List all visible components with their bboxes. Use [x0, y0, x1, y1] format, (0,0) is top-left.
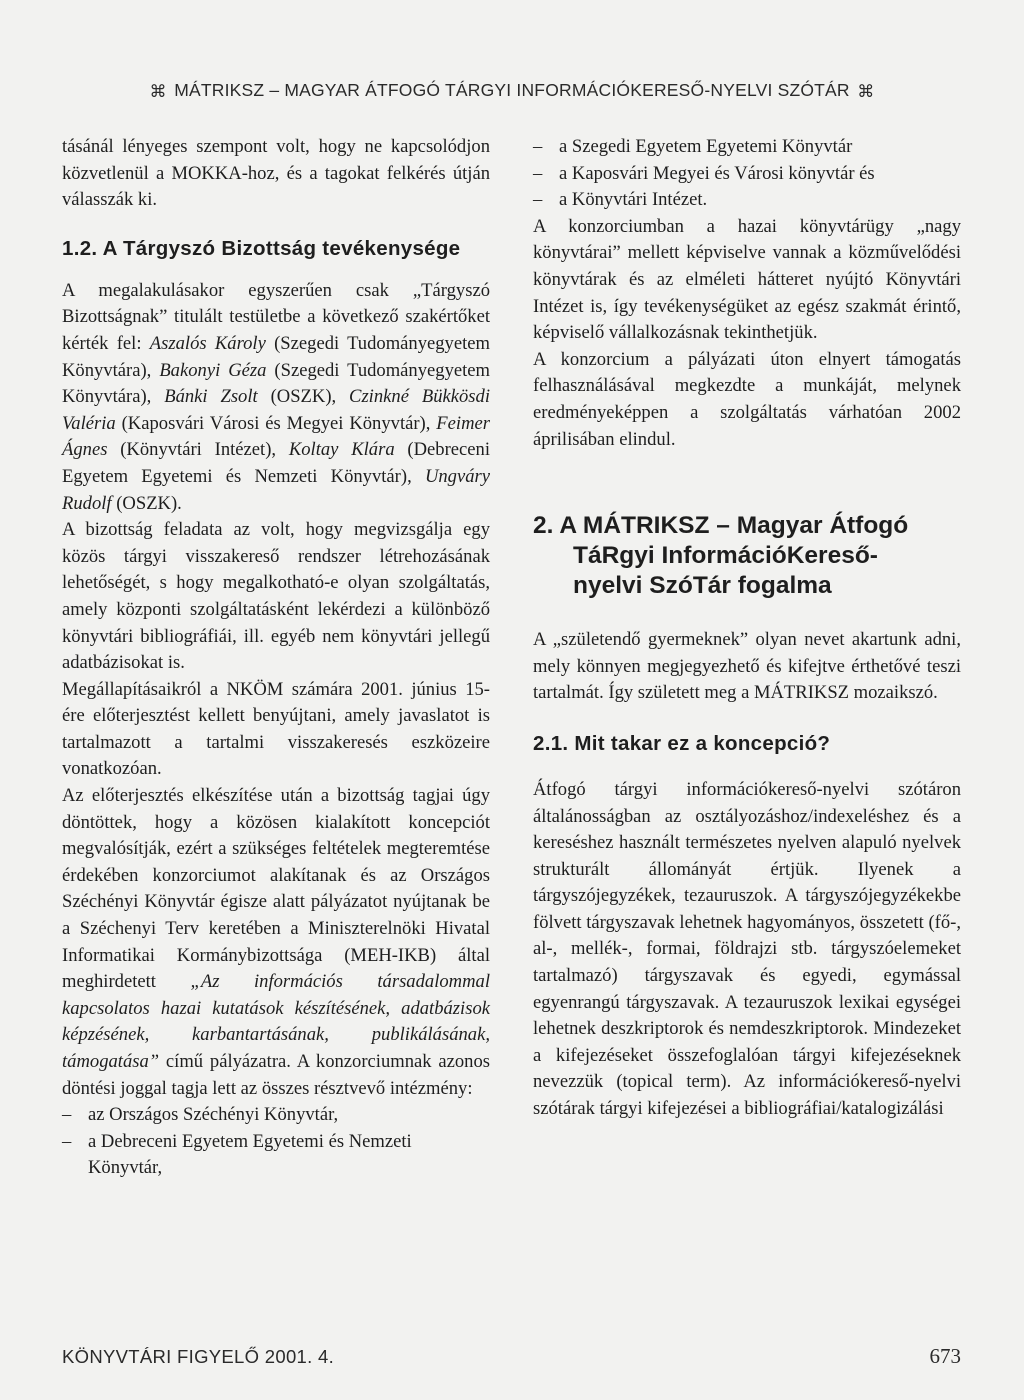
section-heading-1-2: 1.2. A Tárgyszó Bizottság tevékenysége	[62, 236, 461, 260]
ornament-icon: ⌘	[149, 82, 167, 101]
paragraph: tásánál lényeges szempont volt, hogy ne kapcsolódjon közvetlenül a MOKKA-hoz, és a tagokat felkérés útján válasszák ki.	[62, 136, 490, 211]
page-number: 673	[929, 1344, 961, 1368]
paragraph-committee-members: A megalakulásakor egyszerűen csak „Tárgyszó Bizottságnak” titulált testületbe a következő szakértőket kérték fel: Aszalós Károly (Szegedi Tudományegyetem Könyvtára), Bakonyi Géza (Szegedi Tudományegyetem Könyvtára), Bánki Zsolt (OSZK), Czinkné Bükkösdi Valéria (Kaposvári Városi és Megyei Könyvtár), Feimer Ágnes (Könyvtári Intézet), Koltay Klára (Debreceni Egyetem Egyetemi és Nemzeti Könyvtár), Ungváry Rudolf (OSZK).	[62, 279, 490, 514]
section-heading-2: 2. A MÁTRIKSZ – Magyar Átfogó TáRgyi InformációKereső- nyelvi SzóTár fogalma	[533, 512, 909, 600]
left-column	[62, 134, 490, 1182]
paragraph: Átfogó tárgyi információkereső-nyelvi szótáron általánosságban az osztályozáshoz/indexeléshez és a kereséshez használt természetes nyelven alapuló nyelvek strukturált állományát értjük. Ilyenek a tárgyszójegyzékek, tezauruszok. A tárgyszójegyzékekbe fölvett tárgyszavak lehetnek hagyományos, összetett (fő-, al-, mellék-, formai, földrajzi stb. tárgyszóelemeket tartalmazó) tárgyszavak és egyedi, egymással egyenrangú tárgyszavak. A tezauruszok lexikai egységei lehetnek deszkriptorok és nemdeszkriptorok. Mindezeket a kifejezéseket összefoglalóan tárgyi kifejezéseknek nevezzük (topical term). Az információkereső-nyelvi szótárak tárgyi kifejezései a bibliográfiai/katalogizálási	[533, 778, 961, 1120]
ornament-icon: ⌘	[857, 82, 875, 101]
paragraph: Megállapításaikról a NKÖM számára 2001. június 15-ére előterjesztést kellett benyújtani, amely javaslatot is tartalmazott a tartalmi visszakeresés eszközeire vonatkozóan.	[62, 678, 490, 780]
section-heading-2-1: 2.1. Mit takar ez a koncepció?	[533, 731, 831, 755]
paragraph: A konzorcium a pályázati úton elnyert támogatás felhasználásával megkezdte a munkáját, melynek eredményeképpen a szolgáltatás várhatóan 2002 áprilisában elindul.	[533, 348, 961, 450]
paragraph-consortium: Az előterjesztés elkészítése után a bizottság tagjai úgy döntöttek, hogy a közösen kialakított koncepciót megvalósítják, ezért a szükséges feltételek megteremtése érdekében konzorciumot alakítanak és az Országos Széchényi Könyvtár égisze alatt pályázatot nyújtanak be a Széchenyi Terv keretében a Miniszterelnöki Hivatal Informatikai Kormánybizottsága (MEH-IKB) által meghirdetett „Az információs társadalommal kapcsolatos hazai kutatások készítésének, adatbázisok képzésének, karbantartásának, publikálásának, támogatása” című pályázatra. A konzorciumnak azonos döntési joggal tagja lett az összes résztvevő intézmény:	[62, 785, 490, 1099]
journal-footer: KÖNYVTÁRI FIGYELŐ 2001. 4.	[62, 1346, 335, 1367]
list-item: – a Debreceni Egyetem Egyetemi és Nemzeti Könyvtár,	[62, 1130, 412, 1179]
list-item: – a Kaposvári Megyei és Városi könyvtár és	[533, 162, 875, 184]
right-column	[533, 134, 961, 1123]
paragraph: A bizottság feladata az volt, hogy megvizsgálja egy közös tárgyi visszakereső rendszer létrehozásának lehetőségét, s hogy megalkotható-e olyan szolgáltatás, amely központi szolgáltatásként lekérdezi a különböző könyvtári bibliográfiái, ill. egyéb nem könyvtári jellegű adatbázisokat is.	[62, 519, 490, 674]
running-header	[60, 80, 964, 102]
list-item: – a Könyvtári Intézet.	[533, 189, 708, 211]
paragraph: A konzorciumban a hazai könyvtárügy „nagy könyvtárai” mellett képviselve vannak a közművelődési könyvtárak és az elméleti hátteret nyújtó Könyvtári Intézet is, így tevékenységüket az egész szakmát érintő, képviselő vállalkozásnak tekinthetjük.	[533, 215, 961, 344]
running-header-title: MÁTRIKSZ – MAGYAR ÁTFOGÓ TÁRGYI INFORMÁCIÓKERESŐ-NYELVI SZÓTÁR	[174, 80, 850, 100]
list-item: – az Országos Széchényi Könyvtár,	[62, 1104, 339, 1126]
list-item: – a Szegedi Egyetem Egyetemi Könyvtár	[533, 136, 853, 157]
paragraph: A „születendő gyermeknek” olyan nevet akartunk adni, mely könnyen megjegyezhető és kifejtve érthetővé teszi tartalmát. Így született meg a MÁTRIKSZ mozaikszó.	[533, 629, 961, 704]
